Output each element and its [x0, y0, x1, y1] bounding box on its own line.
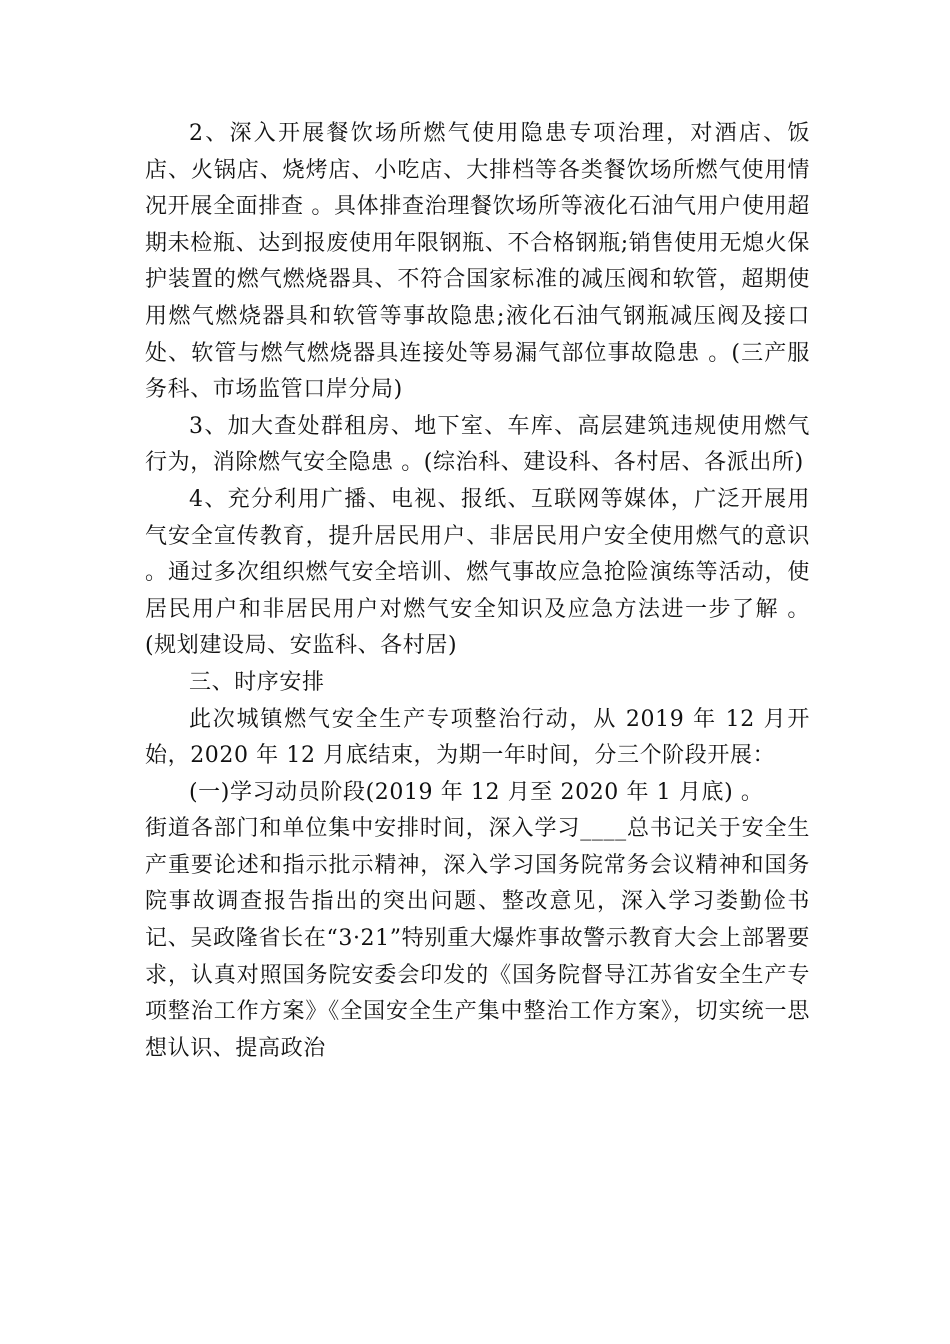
paragraph-group-rental-inspection: 3、加大查处群租房、地下室、车库、高层建筑违规使用燃气行为，消除燃气安全隐患 。(综治科、建设科、各村居、各派出所) [145, 413, 810, 476]
paragraph-study-phase-details: 街道各部门和单位集中安排时间，深入学习____总书记关于安全生产重要论述和指示批示精神，深入学习国务院常务会议精神和国务院事故调查报告指出的突出问题、整改意见，深入学习娄勤俭书记、吴政隆省长在“3·21”特别重大爆炸事故警示教育大会上部署要求，认真对照国务院安委会印发的《国务院督导江苏省安全生产专项整治工作方案》《全国安全生产集中整治工作方案》，切实统一思想认识、提高政治 [145, 816, 810, 1061]
paragraph-schedule-overview: 此次城镇燃气安全生产专项整治行动，从 2019 年 12 月开始，2020 年 12 月底结束，为期一年时间，分三个阶段开展： [145, 706, 810, 769]
paragraph-gas-hazard-catering: 2、深入开展餐饮场所燃气使用隐患专项治理，对酒店、饭店、火锅店、烧烤店、小吃店、大排档等各类餐饮场所燃气使用情况开展全面排查 。具体排查治理餐饮场所等液化石油气用户使用超期未检瓶、达到报废使用年限钢瓶、不合格钢瓶;销售使用无熄火保护装置的燃气燃烧器具、不符合国家标准的减压阀和软管，超期使用燃气燃烧器具和软管等事故隐患;液化石油气钢瓶减压阀及接口处、软管与燃气燃烧器具连接处等易漏气部位事故隐患 。(三产服务科、市场监管口岸分局) [145, 121, 810, 403]
subheading-study-phase: (一)学习动员阶段(2019 年 12 月至 2020 年 1 月底) 。 [189, 779, 764, 805]
section-heading-schedule: 三、时序安排 [189, 669, 325, 695]
paragraph-safety-education: 4、充分利用广播、电视、报纸、互联网等媒体，广泛开展用气安全宣传教育，提升居民用户、非居民用户安全使用燃气的意识 。通过多次组织燃气安全培训、燃气事故应急抢险演练等活动，使居民用户和非居民用户对燃气安全知识及应急方法进一步了解 。(规划建设局、安监科、各村居) [145, 486, 810, 659]
document-body [145, 116, 810, 1067]
